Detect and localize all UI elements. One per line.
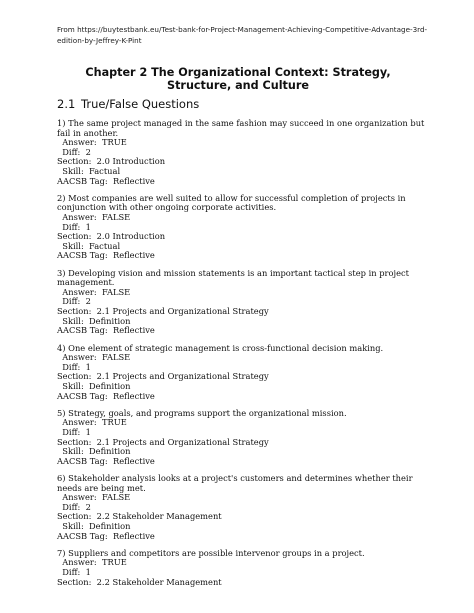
field-value-section: 2.1 Projects and Organizational Strategy (96, 371, 269, 382)
field-value-aacsb: Reflective (112, 175, 155, 186)
field-value-answer: FALSE (101, 286, 131, 297)
field-label-diff: Diff: (62, 426, 81, 437)
field-value-answer: FALSE (101, 492, 131, 503)
field-value-diff: 2 (85, 146, 91, 157)
field-value-section: 2.2 Stakeholder Management (96, 511, 222, 522)
field-value-diff: 1 (85, 567, 91, 578)
question-aacsb-line (57, 532, 425, 542)
field-label-answer: Answer: (62, 137, 97, 148)
question-item (57, 474, 425, 541)
question-text: 3) Developing vision and mission statements is an important tactical step in project management. (57, 267, 409, 288)
question-item (57, 549, 425, 587)
field-label-skill: Skill: (62, 446, 84, 457)
question-answer-line (57, 418, 425, 428)
field-label-diff: Diff: (62, 501, 81, 512)
question-item (57, 409, 425, 467)
field-label-skill: Skill: (62, 315, 84, 326)
field-value-skill: Factual (89, 240, 121, 251)
field-label-section: Section: (57, 306, 92, 317)
field-value-aacsb: Reflective (112, 325, 155, 336)
field-value-section: 2.1 Projects and Organizational Strategy (96, 306, 269, 317)
field-value-answer: TRUE (101, 137, 127, 148)
field-label-aacsb: AACSB Tag: (57, 250, 108, 261)
field-label-section: Section: (57, 576, 92, 587)
question-aacsb-line (57, 177, 425, 187)
field-label-answer: Answer: (62, 352, 97, 363)
field-value-diff: 1 (85, 426, 91, 437)
question-answer-line (57, 213, 425, 223)
field-value-aacsb: Reflective (112, 530, 155, 541)
field-label-aacsb: AACSB Tag: (57, 455, 108, 466)
question-text: 7) Suppliers and competitors are possible intervenor groups in a project. (57, 547, 365, 558)
field-label-section: Section: (57, 231, 92, 242)
field-label-aacsb: AACSB Tag: (57, 390, 108, 401)
field-value-diff: 1 (85, 221, 91, 232)
field-value-section: 2.2 Stakeholder Management (96, 576, 222, 587)
field-value-skill: Definition (89, 380, 131, 391)
field-label-aacsb: AACSB Tag: (57, 325, 108, 336)
question-aacsb-line (57, 392, 425, 402)
field-label-answer: Answer: (62, 212, 97, 223)
field-label-answer: Answer: (62, 286, 97, 297)
field-value-skill: Factual (89, 165, 121, 176)
field-label-diff: Diff: (62, 296, 81, 307)
field-value-aacsb: Reflective (112, 250, 155, 261)
section-title: True/False Questions (81, 97, 200, 111)
field-value-section: 2.0 Introduction (96, 156, 166, 167)
question-answer-line (57, 353, 425, 363)
field-value-diff: 1 (85, 361, 91, 372)
question-text: 6) Stakeholder analysis looks at a project's customers and determines whether their needs are being met. (57, 473, 413, 493)
question-text: 5) Strategy, goals, and programs support the organizational mission. (57, 407, 347, 418)
question-item (57, 269, 425, 336)
question-section-line (57, 578, 425, 588)
field-label-diff: Diff: (62, 221, 81, 232)
field-label-answer: Answer: (62, 557, 97, 568)
question-aacsb-line (57, 457, 425, 467)
field-label-aacsb: AACSB Tag: (57, 175, 108, 186)
section-number: 2.1 (57, 97, 76, 111)
question-text: 1) The same project managed in the same fashion may succeed in one organization but fail in another. (57, 118, 425, 138)
field-label-skill: Skill: (62, 521, 84, 531)
question-text: 4) One element of strategic management is cross-functional decision making. (57, 342, 384, 353)
field-value-answer: FALSE (101, 212, 131, 223)
field-label-skill: Skill: (62, 380, 84, 391)
field-label-skill: Skill: (62, 165, 84, 176)
field-label-section: Section: (57, 511, 92, 522)
field-value-diff: 2 (85, 501, 91, 512)
source-url-line: From https://buytestbank.eu/Test-bank-for-Project-Management-Achieving-Competitive-Advantage-3rd-edition-by-Jeffrey-K-Pint (57, 25, 428, 45)
section-heading (57, 97, 199, 111)
question-aacsb-line (57, 326, 425, 336)
field-value-section: 2.0 Introduction (96, 231, 166, 242)
field-value-answer: TRUE (101, 417, 127, 428)
question-item (57, 344, 425, 402)
field-label-section: Section: (57, 436, 92, 447)
question-answer-line (57, 493, 425, 503)
question-item (57, 119, 425, 186)
field-value-diff: 2 (85, 296, 91, 307)
question-list (57, 119, 425, 595)
field-value-aacsb: Reflective (112, 390, 155, 401)
field-value-skill: Definition (89, 521, 131, 531)
field-label-diff: Diff: (62, 146, 81, 157)
field-label-section: Section: (57, 371, 92, 382)
question-item (57, 194, 425, 261)
field-value-skill: Definition (89, 315, 131, 326)
question-answer-line (57, 138, 425, 148)
field-label-diff: Diff: (62, 567, 81, 578)
question-aacsb-line (57, 251, 425, 261)
question-text: 2) Most companies are well suited to allow for successful completion of projects in conjunction with other ongoing corporate activities. (57, 192, 406, 213)
field-value-answer: FALSE (101, 352, 131, 363)
chapter-title: Chapter 2 The Organizational Context: Strategy, Structure, and Culture (85, 66, 391, 92)
field-label-section: Section: (57, 156, 92, 167)
field-label-answer: Answer: (62, 417, 97, 428)
field-label-aacsb: AACSB Tag: (57, 530, 108, 541)
field-label-skill: Skill: (62, 240, 84, 251)
field-value-answer: TRUE (101, 557, 127, 568)
field-value-aacsb: Reflective (112, 455, 155, 466)
field-value-section: 2.1 Projects and Organizational Strategy (96, 436, 269, 447)
field-label-answer: Answer: (62, 492, 97, 503)
field-label-diff: Diff: (62, 361, 81, 372)
question-answer-line (57, 288, 425, 298)
question-answer-line (57, 558, 425, 568)
field-value-skill: Definition (89, 446, 131, 457)
